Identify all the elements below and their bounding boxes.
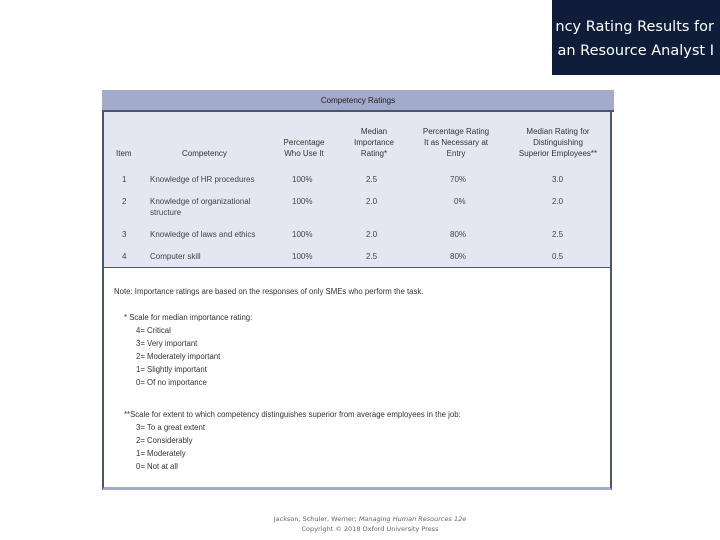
scale2-item: 2= Considerably bbox=[136, 436, 193, 445]
importance-note: Note: Importance ratings are based on the responses of only SMEs who perform the task. bbox=[114, 287, 424, 296]
scale2-item: 1= Moderately bbox=[136, 449, 186, 458]
header-median-importance: Median Importance Rating* bbox=[353, 127, 395, 158]
citation: Jackson, Schuler, Werner; Managing Human Resources 12e bbox=[273, 515, 467, 523]
slide-title-line-1: ncy Rating Results for bbox=[555, 19, 714, 35]
header-competency: Competency bbox=[182, 149, 227, 158]
competency-table: Item Competency Percentage Who Use It Median Importance Rating* Percentage Rating It as Necessary at Entry Median Rating for Distinguishing Superior Employees** 1 Knowledge of HR procedures 100% 2.5 70% 3.0 2 Knowledge of organizational structure 100% 2.0 0% 2.0 3 Knowledge of laws and ethics 100% 2.0 80% 2.5 4 Computer skill 100% 2.5 80% 0.5 bbox=[104, 112, 610, 268]
slide-title-bar bbox=[552, 0, 720, 75]
slide-title-line-2: an Resource Analyst I bbox=[557, 43, 714, 59]
table-caption: Competency Ratings bbox=[102, 90, 614, 112]
header-item: Item bbox=[116, 149, 132, 158]
scale2-item: 3= To a great extent bbox=[136, 423, 205, 432]
header-pct-entry: Percentage Rating It as Necessary at Entry bbox=[422, 127, 490, 158]
scale1-title: * Scale for median importance rating: bbox=[124, 313, 253, 322]
scale1-item: 4= Critical bbox=[136, 326, 171, 335]
slide-title bbox=[552, 15, 714, 63]
scale1-item: 1= Slightly important bbox=[136, 365, 207, 374]
scale1-item: 3= Very important bbox=[136, 339, 198, 348]
scale2-title: **Scale for extent to which competency distinguishes superior from average employees in the job: bbox=[124, 410, 461, 419]
header-median-superior: Median Rating for Distinguishing Superior Employees** bbox=[518, 127, 598, 158]
copyright: Copyright © 2018 Oxford University Press bbox=[301, 525, 439, 533]
competency-ratings-figure bbox=[102, 90, 612, 490]
scale2-item: 0= Not at all bbox=[136, 462, 178, 471]
scale1-item: 2= Moderately important bbox=[136, 352, 221, 361]
slide-footer bbox=[230, 514, 510, 534]
scale1-item: 0= Of no importance bbox=[136, 378, 207, 387]
header-pct-use: Percentage Who Use It bbox=[283, 138, 325, 158]
